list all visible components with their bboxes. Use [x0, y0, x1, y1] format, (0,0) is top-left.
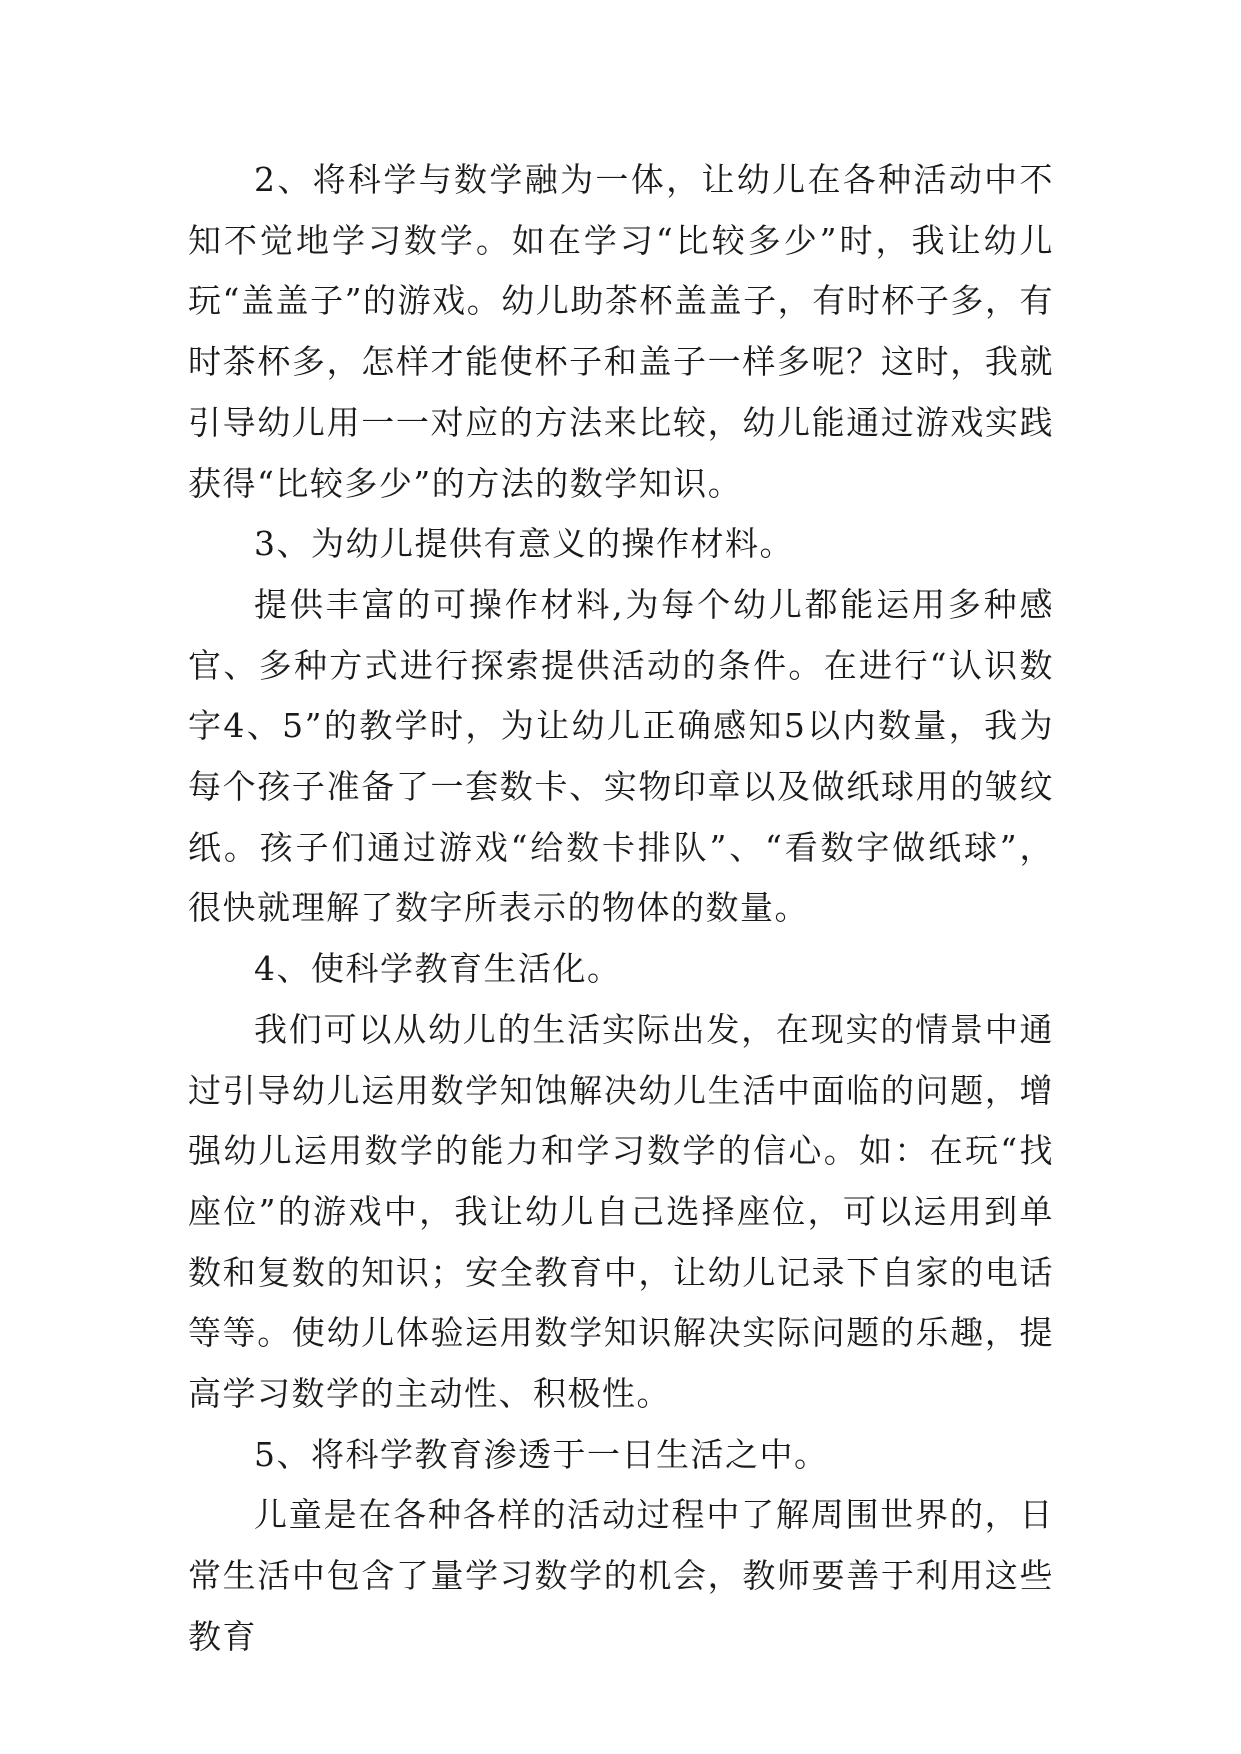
document-body [188, 150, 1054, 1668]
paragraph-materials-detail: 提供丰富的可操作材料,为每个幼儿都能运用多种感官、多种方式进行探索提供活动的条件。在进行“认识数字4、5”的教学时，为让幼儿正确感知5以内数量，我为每个孩子准备了一套数卡、实物印章以及做纸球用的皱纹纸。孩子们通过游戏“给数卡排队”、“看数字做纸球”，很快就理解了数字所表示的物体的数量。 [188, 584, 1054, 928]
paragraph-heading-4-life: 4、使科学教育生活化。 [254, 949, 622, 989]
paragraph-life-detail: 我们可以从幼儿的生活实际出发，在现实的情景中通过引导幼儿运用数学知蚀解决幼儿生活中面临的问题，增强幼儿运用数学的能力和学习数学的信心。如：在玩“找座位”的游戏中，我让幼儿自己选择座位，可以运用到单数和复数的知识；安全教育中，让幼儿记录下自家的电话等等。使幼儿体验运用数学知识解决实际问题的乐趣，提高学习数学的主动性、积极性。 [188, 1009, 1054, 1414]
paragraph-item-2-science-math: 2、将科学与数学融为一体，让幼儿在各种活动中不知不觉地学习数学。如在学习“比较多少”时，我让幼儿玩“盖盖子”的游戏。幼儿助茶杯盖盖子，有时杯子多，有时茶杯多，怎样才能使杯子和盖子一样多呢？这时，我就引导幼儿用一一对应的方法来比较，幼儿能通过游戏实践获得“比较多少”的方法的数学知识。 [188, 160, 1054, 503]
paragraph-heading-5-daily: 5、将科学教育渗透于一日生活之中。 [254, 1434, 829, 1474]
paragraph-heading-3-materials: 3、为幼儿提供有意义的操作材料。 [254, 524, 794, 564]
paragraph-daily-detail: 儿童是在各种各样的活动过程中了解周围世界的，日常生活中包含了量学习数学的机会，教师要善于利用这些教育 [188, 1495, 1054, 1656]
